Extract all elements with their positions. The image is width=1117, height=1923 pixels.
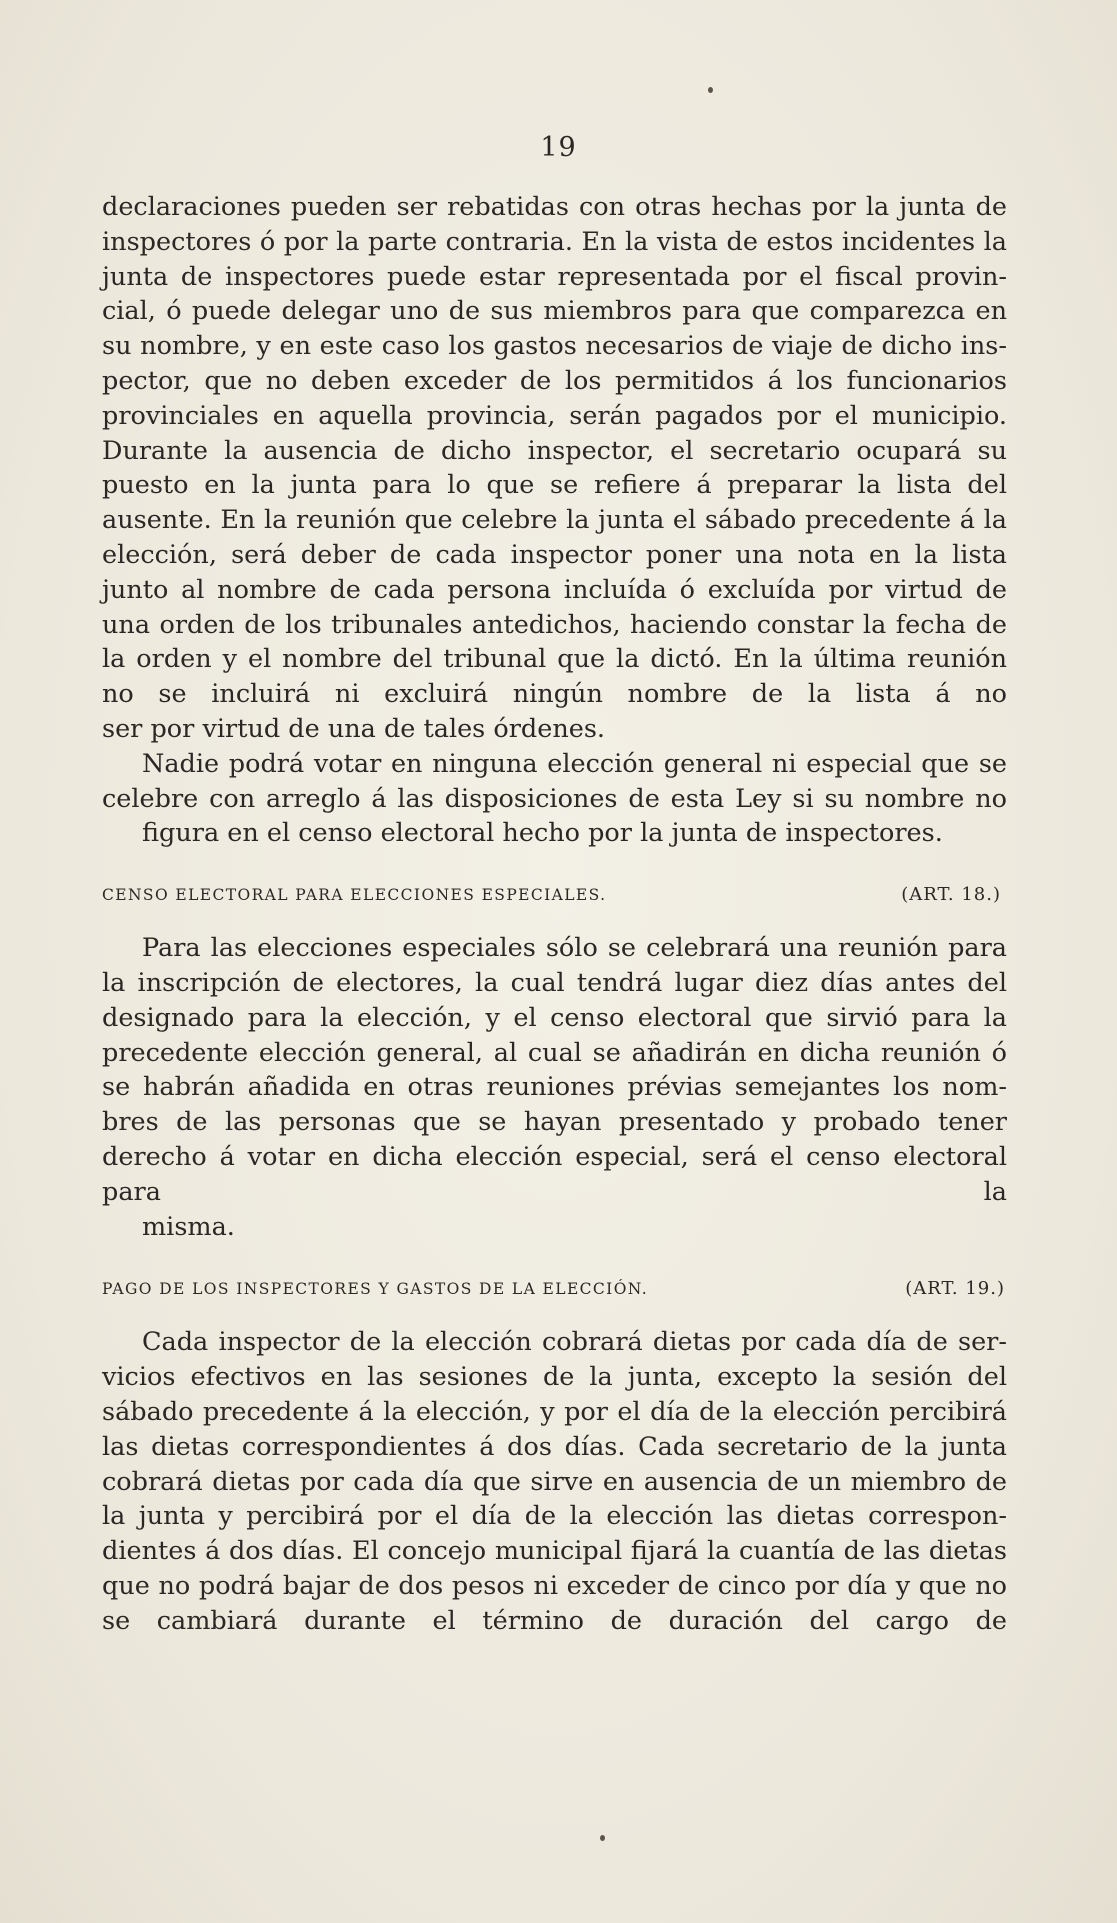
text-line: dientes á dos días. El concejo municipal fijará la cuantía de las xyxy=(102,1536,921,1567)
text-line: provinciales en aquella provincia, serán pagados por el municipio. xyxy=(102,400,1007,431)
text-line: inspectores ó por la parte contraria. En la vista de estos incidentes xyxy=(102,226,976,257)
page-body xyxy=(102,190,1007,1638)
text-line: Nadie podrá votar en ninguna elección general ni especial que se xyxy=(142,748,1007,779)
text-line: de la orden y el nombre del tribunal que la dictó. En la última xyxy=(102,609,1007,675)
text-line: Durante la ausencia de dicho inspector, el secretario ocupará su xyxy=(102,435,1007,466)
section-heading-title: CENSO ELECTORAL PARA ELECCIONES ESPECIALES. xyxy=(102,886,607,905)
text-line: ausente. En la reunión que celebre la junta el sábado precedente xyxy=(102,505,952,536)
text-line: designado para la elección, y el censo electoral que sirvió para la xyxy=(102,1002,1007,1033)
text-line: celebre con arreglo á las disposiciones de esta Ley si su nombre no xyxy=(102,783,1007,814)
text-line: sábado precedente á la elección, y por el día de la elección percibirá xyxy=(102,1396,1007,1427)
text-line: la inscripción de electores, la cual tendrá lugar diez días antes del xyxy=(102,967,1007,998)
text-line: las dietas correspondientes á dos días. Cada secretario de la junta xyxy=(102,1431,1007,1462)
text-line: ser por virtud de una de tales órdenes. xyxy=(102,713,606,744)
text-line: vicios efectivos en las sesiones de la junta, excepto la sesión del xyxy=(102,1362,1007,1393)
text-line: precedente elección general, al cual se añadirán en dicha reunión xyxy=(102,1037,981,1068)
section-heading-title: PAGO DE LOS INSPECTORES Y GASTOS DE LA ELECCIÓN. xyxy=(102,1280,649,1299)
article-reference: (ART. 18.) xyxy=(901,884,1001,906)
text-line: figura en el censo electoral hecho por la junta de inspectores. xyxy=(142,818,943,849)
text-line: pector, que no deben exceder de los permitidos á los funcionarios xyxy=(102,365,1007,396)
paragraph-3 xyxy=(102,931,1007,1244)
text-line: su nombre, y en este caso los gastos necesarios de viaje de dicho ins- xyxy=(102,331,1007,362)
text-line: declaraciones pueden ser rebatidas con otras hechas por la junta de xyxy=(102,192,1007,222)
text-line: cobrará dietas por cada día que sirve en ausencia de un miembro de xyxy=(102,1466,1007,1497)
text-line: reunión no se incluirá ni excluirá ningún nombre de la lista á no xyxy=(102,644,1007,710)
paragraph-1 xyxy=(102,190,1007,747)
text-line: Cada inspector de la elección cobrará dietas por cada día de ser- xyxy=(142,1327,1007,1358)
text-line: y que no se cambiará durante el término de duración del cargo de xyxy=(102,1570,1007,1636)
text-line: lista junto al nombre de cada persona incluída ó excluída por virtud xyxy=(102,539,1007,605)
article-reference: (ART. 19.) xyxy=(905,1278,1005,1300)
text-line: á votar en dicha elección especial, será el censo electoral para la xyxy=(102,1141,1007,1207)
ink-speck xyxy=(600,1835,605,1841)
section-heading-art-19 xyxy=(102,1278,1007,1299)
text-line: cial, ó puede delegar uno de sus miembros para que comparezca en xyxy=(102,296,1007,327)
text-line: de una orden de los tribunales antedichos, haciendo constar la fecha xyxy=(102,574,1007,640)
text-line: bres de las personas que se hayan presentado y probado tener derecho xyxy=(102,1107,1007,1172)
paragraph-4 xyxy=(102,1325,1007,1638)
section-heading-art-18 xyxy=(102,884,1007,905)
text-line: la junta de inspectores puede estar representada por el fiscal provin- xyxy=(102,226,1007,292)
text-line: Para las elecciones especiales sólo se celebrará una reunión para xyxy=(142,933,1007,964)
text-line: á la elección, será deber de cada inspector poner una nota en la xyxy=(102,505,1007,570)
text-line: misma. xyxy=(142,1211,235,1242)
text-line: la junta y percibirá por el día de la elección las dietas correspon- xyxy=(102,1501,1007,1532)
text-line: dietas que no podrá bajar de dos pesos ni exceder de cinco por día xyxy=(102,1536,1007,1601)
paragraph-2 xyxy=(102,747,1007,851)
text-line: puesto en la junta para lo que se refiere á preparar la lista del xyxy=(102,470,1007,501)
text-line: ó se habrán añadida en otras reuniones prévias semejantes los nom- xyxy=(102,1037,1008,1103)
ink-speck xyxy=(708,87,713,93)
page-number: 19 xyxy=(540,132,577,163)
